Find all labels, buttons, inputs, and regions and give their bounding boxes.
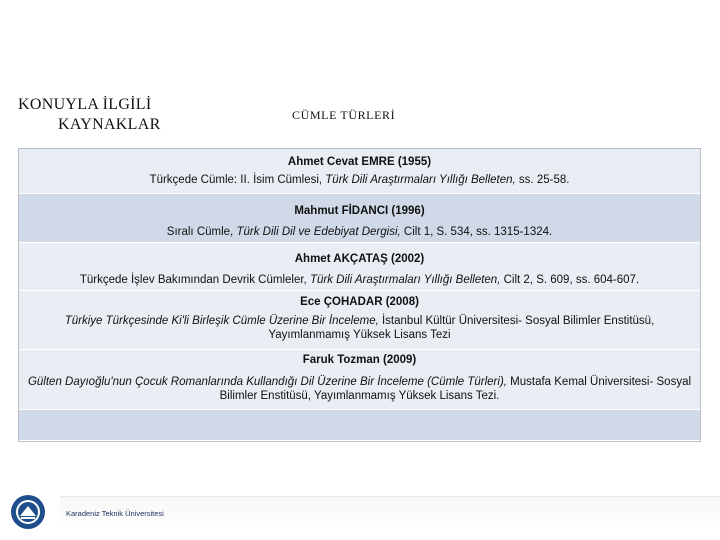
side-title-line1: KONUYLA İLGİLİ xyxy=(18,96,152,113)
section-title: CÜMLE TÜRLERİ xyxy=(292,108,396,122)
reference-author: Faruk Tozman (2009) xyxy=(302,354,417,366)
reference-text: Sıralı Cümle, Türk Dili Dil ve Edebiyat Dergisi, Cilt 1, S. 534, ss. 1315-1324. xyxy=(166,226,553,238)
university-seal-icon xyxy=(10,494,46,530)
reference-row xyxy=(19,350,700,410)
references-table xyxy=(18,148,701,442)
reference-author: Ahmet AKÇATAŞ (2002) xyxy=(294,253,425,265)
reference-row xyxy=(19,291,700,350)
reference-row xyxy=(19,194,700,243)
reference-text: Türkçede İşlev Bakımından Devrik Cümleler, Türk Dili Araştırmaları Yıllığı Belleten, Cilt 2, S. 609, ss. 604-607. xyxy=(79,274,640,286)
reference-row xyxy=(19,149,700,194)
reference-text: Türkiye Türkçesinde Ki'li Birleşik Cümle Üzerine Bir İnceleme, İstanbul Kültür Üniversitesi- Sosyal Bilimler Enstitüsü, Yayımlanmamış Yüksek Lisans Tezi xyxy=(64,315,655,341)
side-title-line2: KAYNAKLAR xyxy=(58,116,161,133)
reference-author: Mahmut FİDANCI (1996) xyxy=(294,205,425,217)
reference-row xyxy=(19,243,700,291)
footer-university-name: Karadeniz Teknik Üniversitesi xyxy=(66,509,164,518)
reference-author: Ece ÇOHADAR (2008) xyxy=(300,296,419,308)
empty-row xyxy=(19,410,700,441)
reference-author: Ahmet Cevat EMRE (1955) xyxy=(287,156,432,168)
footer-bar xyxy=(60,496,720,531)
side-title xyxy=(18,95,168,135)
reference-text: Gülten Dayıoğlu'nun Çocuk Romanlarında Kullandığı Dil Üzerine Bir İnceleme (Cümle Türleri), Mustafa Kemal Üniversitesi- Sosyal Bilimler Enstitüsü, Yayımlanmamış Yüksek Lisans Tezi. xyxy=(27,376,692,402)
reference-text: Türkçede Cümle: II. İsim Cümlesi, Türk Dili Araştırmaları Yıllığı Belleten, ss. 25-58. xyxy=(149,174,570,186)
